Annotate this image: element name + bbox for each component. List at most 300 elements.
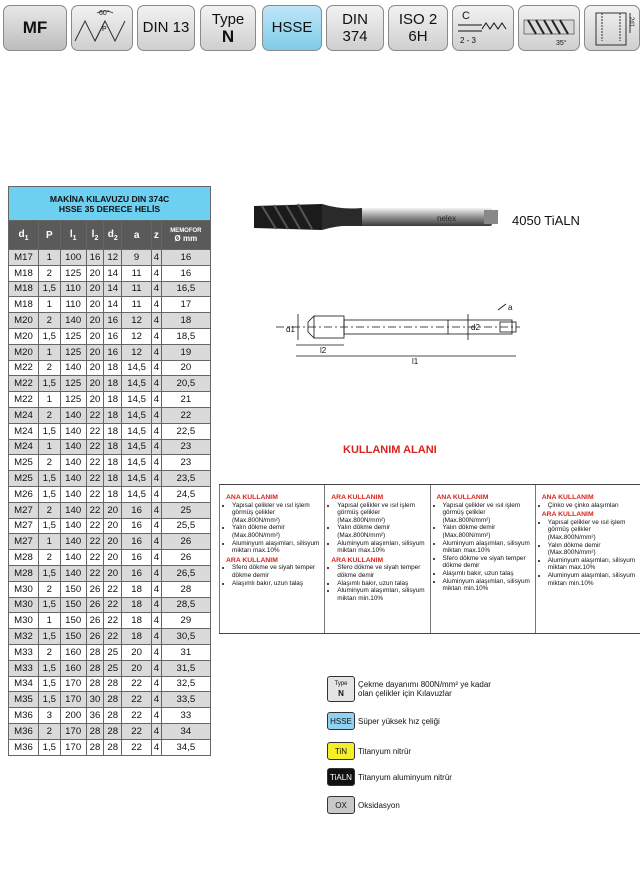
table-row [9, 581, 211, 597]
table-row [9, 376, 211, 392]
thread-profile-icon [73, 7, 131, 49]
table-cell: 25 [104, 644, 122, 660]
usage-item: • Aluminyum alaşımları, silisyum miktarı min.10% [337, 587, 425, 602]
column-header-label: d [18, 228, 25, 240]
table-row [9, 723, 211, 739]
table-cell: 4 [152, 392, 162, 408]
table-cell: 4 [152, 534, 162, 550]
table-cell: 150 [60, 581, 86, 597]
table-row [9, 297, 211, 313]
table-cell: 14,5 [122, 486, 152, 502]
usage-item: • Alaşımlı bakır, uzun talaş [443, 570, 531, 578]
table-cell: 28 [104, 708, 122, 724]
table-cell: 200 [60, 708, 86, 724]
table-cell: M17 [9, 250, 39, 266]
table-row [9, 534, 211, 550]
table-cell: M22 [9, 376, 39, 392]
table-cell: M24 [9, 407, 39, 423]
table-cell: 4 [152, 344, 162, 360]
table-cell: 16 [161, 265, 210, 281]
table-cell: 18,5 [161, 328, 210, 344]
table-row [9, 550, 211, 566]
usage-column [430, 485, 535, 633]
table-cell: 12 [122, 344, 152, 360]
column-header [38, 221, 60, 250]
table-row [9, 676, 211, 692]
table-cell: 1 [38, 534, 60, 550]
iso-line2: 6H [408, 28, 428, 45]
table-cell: M24 [9, 423, 39, 439]
usage-item: • Aluminyum alaşımları, silisyum miktarı min.10% [443, 578, 531, 593]
table-cell: 28 [86, 723, 104, 739]
usage-list [226, 502, 320, 555]
table-cell: 14 [104, 297, 122, 313]
usage-item: • Sfero dökme ve siyah temper dökme demir [443, 555, 531, 570]
table-cell: 22 [122, 723, 152, 739]
coating-label: 4050 TiALN [512, 213, 580, 228]
table-cell: 4 [152, 423, 162, 439]
table-cell: 20 [86, 328, 104, 344]
table-cell: 22 [122, 708, 152, 724]
column-header-subscript: 1 [72, 234, 77, 242]
table-cell: 4 [152, 629, 162, 645]
dim-d2: d2 [471, 323, 480, 332]
table-cell: 22 [86, 550, 104, 566]
usage-item: • Yapısal çelikler ve ısıl işlem görmüş çelikler (Max.800N/mm²) [443, 502, 531, 525]
legend-item [327, 676, 498, 702]
usage-item: • Aluminyum alaşımları, silisyum miktarı max.10% [232, 540, 320, 555]
column-header-subscript: 2 [94, 234, 99, 242]
table-cell: 20,5 [161, 376, 210, 392]
table-cell: 20 [86, 297, 104, 313]
table-cell: 1 [38, 344, 60, 360]
table-cell: 26 [86, 629, 104, 645]
chamfer-icon [454, 7, 512, 49]
dim-d1: d1 [286, 325, 295, 334]
table-cell: 18 [161, 313, 210, 329]
table-cell: 20 [122, 644, 152, 660]
drill-header-top: MEMOFOR [170, 228, 202, 234]
table-cell: 1,5 [38, 597, 60, 613]
table-cell: 24,5 [161, 486, 210, 502]
table-cell: 4 [152, 644, 162, 660]
table-cell: 22 [86, 439, 104, 455]
table-cell: 22 [86, 534, 104, 550]
table-cell: 125 [60, 265, 86, 281]
hsse-badge [262, 5, 322, 51]
table-cell: 16 [122, 550, 152, 566]
table-cell: 14,5 [122, 455, 152, 471]
table-cell: 4 [152, 407, 162, 423]
legend-swatch [327, 796, 355, 814]
table-cell: 28 [104, 739, 122, 755]
table-cell: 21 [161, 392, 210, 408]
table-cell: 23 [161, 455, 210, 471]
table-cell: M24 [9, 439, 39, 455]
table-cell: M25 [9, 471, 39, 487]
din13-label: DIN 13 [142, 19, 190, 36]
table-cell: M20 [9, 344, 39, 360]
column-header-label: l [69, 228, 73, 240]
legend-swatch-label: TiALN [330, 772, 352, 782]
table-cell: 19 [161, 344, 210, 360]
table-cell: 18 [122, 597, 152, 613]
table-cell: 1 [38, 392, 60, 408]
table-cell: 140 [60, 471, 86, 487]
iso-tolerance-badge [388, 5, 448, 51]
table-cell: 26 [161, 550, 210, 566]
table-cell: 18 [104, 455, 122, 471]
table-cell: 14,5 [122, 392, 152, 408]
table-cell: 22 [86, 455, 104, 471]
table-cell: 4 [152, 613, 162, 629]
table-cell: 16 [104, 313, 122, 329]
table-cell: 33,5 [161, 692, 210, 708]
table-cell: 32,5 [161, 676, 210, 692]
table-cell: 140 [60, 407, 86, 423]
din13-badge [137, 5, 195, 51]
table-cell: 25,5 [161, 518, 210, 534]
table-cell: 4 [152, 708, 162, 724]
column-header-label: l [91, 228, 95, 240]
table-row [9, 265, 211, 281]
table-cell: 125 [60, 328, 86, 344]
table-cell: 4 [152, 265, 162, 281]
column-header [9, 221, 39, 250]
table-cell: 1,5 [38, 565, 60, 581]
table-cell: 110 [60, 281, 86, 297]
legend-swatch-label: N [338, 689, 344, 698]
table-row [9, 360, 211, 376]
table-cell: M36 [9, 708, 39, 724]
column-header [122, 221, 152, 250]
column-header [104, 221, 122, 250]
table-cell: 22 [86, 565, 104, 581]
legend-swatch [327, 676, 355, 702]
usage-item: • Yalın dökme demir (Max.800N/mm²) [548, 542, 636, 557]
table-cell: 14,5 [122, 407, 152, 423]
table-row [9, 471, 211, 487]
table-cell: 22 [86, 518, 104, 534]
table-cell: 16 [122, 565, 152, 581]
usage-columns [219, 484, 640, 634]
table-cell: 20 [161, 360, 210, 376]
usage-heading: ARA KULLANIM [226, 556, 278, 564]
table-cell: 1,5 [38, 376, 60, 392]
table-cell: 9 [122, 250, 152, 266]
table-cell: 23,5 [161, 471, 210, 487]
table-cell: 1 [38, 297, 60, 313]
table-cell: 1,5 [38, 281, 60, 297]
table-cell: 2 [38, 550, 60, 566]
legend-item [327, 742, 411, 760]
table-cell: M30 [9, 597, 39, 613]
table-cell: 4 [152, 328, 162, 344]
table-cell: M28 [9, 550, 39, 566]
table-cell: 16,5 [161, 281, 210, 297]
table-cell: 110 [60, 297, 86, 313]
table-cell: 18 [122, 581, 152, 597]
usage-column [324, 485, 429, 633]
table-row [9, 613, 211, 629]
tool-brand-label: nelex [437, 214, 457, 223]
table-cell: 4 [152, 692, 162, 708]
table-cell: 2 [38, 265, 60, 281]
table-cell: 140 [60, 550, 86, 566]
table-cell: 20 [86, 392, 104, 408]
thread-depth-icon [586, 7, 638, 49]
table-cell: M27 [9, 502, 39, 518]
table-cell: 100 [60, 250, 86, 266]
spiral-flute-icon [520, 7, 578, 49]
table-cell: M33 [9, 660, 39, 676]
table-row [9, 518, 211, 534]
usage-item: • Yapısal çelikler ve ısıl işlem görmüş çelikler (Max.800N/mm²) [232, 502, 320, 525]
column-header [152, 221, 162, 250]
table-cell: 23 [161, 439, 210, 455]
table-cell: 20 [86, 265, 104, 281]
legend-text: Süper yüksek hız çeliği [358, 716, 440, 726]
usage-item: • Aluminyum alaşımları, silisyum miktarı max.10% [548, 557, 636, 572]
table-cell: M30 [9, 613, 39, 629]
table-cell: M33 [9, 644, 39, 660]
hsse-label: HSSE [271, 19, 313, 36]
table-cell: 1 [38, 250, 60, 266]
legend-item [327, 768, 452, 786]
table-cell: 20 [86, 344, 104, 360]
table-cell: 140 [60, 360, 86, 376]
table-cell: 4 [152, 486, 162, 502]
table-cell: 22 [122, 739, 152, 755]
table-cell: 16 [104, 344, 122, 360]
table-title-line2: HSSE 35 DERECE HELİS [58, 203, 161, 214]
table-cell: 2 [38, 644, 60, 660]
table-cell: M26 [9, 486, 39, 502]
table-row [9, 344, 211, 360]
table-cell: 4 [152, 281, 162, 297]
usage-item: • Yalın dökme demir (Max.800N/mm²) [443, 524, 531, 539]
table-cell: 29 [161, 613, 210, 629]
table-cell: 4 [152, 439, 162, 455]
table-cell: 28 [104, 723, 122, 739]
table-cell: M18 [9, 265, 39, 281]
column-header-label: P [45, 229, 53, 241]
thread-pitch-label: P [102, 26, 107, 33]
table-cell: 2 [38, 313, 60, 329]
table-cell: 16 [104, 328, 122, 344]
table-cell: 28 [104, 692, 122, 708]
table-cell: 150 [60, 597, 86, 613]
table-cell: 22 [86, 407, 104, 423]
table-cell: 170 [60, 723, 86, 739]
usage-item: • Aluminyum alaşımları, silisyum miktarı max.10% [443, 540, 531, 555]
table-cell: 28 [86, 660, 104, 676]
legend-text: Titanyum aluminyum nitrür [358, 772, 452, 782]
table-cell: 22 [104, 629, 122, 645]
table-cell: 20 [86, 281, 104, 297]
table-cell: 2 [38, 502, 60, 518]
usage-list [437, 502, 531, 593]
table-row [9, 692, 211, 708]
depth-label: 2d1 [628, 17, 634, 28]
table-row [9, 739, 211, 755]
table-cell: 26 [86, 597, 104, 613]
table-cell: 4 [152, 297, 162, 313]
table-cell: 125 [60, 344, 86, 360]
tap-dimension-drawing [272, 300, 524, 372]
legend-text: Çekme dayanımı 800N/mm² ye kadar olan çelikler için Kılavuzlar [358, 680, 491, 698]
table-cell: M32 [9, 629, 39, 645]
usage-item: • Aluminyum alaşımları, silisyum miktarı max.10% [337, 540, 425, 555]
column-header-subscript: 2 [113, 234, 118, 242]
table-cell: 170 [60, 676, 86, 692]
table-cell: 4 [152, 660, 162, 676]
table-row [9, 313, 211, 329]
table-cell: 16 [122, 518, 152, 534]
table-cell: M30 [9, 581, 39, 597]
table-cell: 1,5 [38, 660, 60, 676]
chamfer-range: 2 - 3 [460, 36, 477, 45]
table-cell: 4 [152, 518, 162, 534]
table-cell: M20 [9, 328, 39, 344]
table-cell: 18 [104, 360, 122, 376]
table-cell: 20 [86, 313, 104, 329]
table-cell: 26 [86, 613, 104, 629]
usage-column [535, 485, 640, 633]
table-cell: 22 [161, 407, 210, 423]
table-cell: 26 [86, 581, 104, 597]
table-cell: 1,5 [38, 471, 60, 487]
table-cell: 20 [104, 550, 122, 566]
table-cell: 30,5 [161, 629, 210, 645]
table-row [9, 392, 211, 408]
table-cell: 20 [86, 360, 104, 376]
table-cell: 3 [38, 708, 60, 724]
table-cell: M27 [9, 534, 39, 550]
mf-badge [3, 5, 67, 51]
usage-list [542, 519, 636, 587]
din374-badge [326, 5, 384, 51]
usage-list [331, 502, 425, 555]
usage-heading: ARA KULLANIM [541, 511, 594, 519]
table-cell: 12 [104, 250, 122, 266]
column-header-label: d [107, 228, 114, 240]
table-cell: 4 [152, 550, 162, 566]
table-cell: 30 [86, 692, 104, 708]
table-cell: 16 [86, 250, 104, 266]
table-cell: M35 [9, 692, 39, 708]
table-cell: 2 [38, 407, 60, 423]
table-cell: 170 [60, 739, 86, 755]
table-cell: 18 [122, 629, 152, 645]
depth-badge [584, 5, 640, 51]
table-cell: 22 [86, 471, 104, 487]
table-cell: 16 [122, 502, 152, 518]
table-row [9, 328, 211, 344]
table-title-line1: MAKİNA KILAVUZU DIN 374C [49, 193, 170, 204]
table-cell: 22 [104, 613, 122, 629]
table-cell: 20 [104, 518, 122, 534]
table-cell: 1,5 [38, 518, 60, 534]
table-cell: 18 [104, 439, 122, 455]
table-cell: M22 [9, 392, 39, 408]
table-cell: 12 [122, 313, 152, 329]
table-cell: 1 [38, 439, 60, 455]
table-row [9, 502, 211, 518]
table-cell: M20 [9, 313, 39, 329]
table-cell: 140 [60, 486, 86, 502]
table-cell: 18 [104, 392, 122, 408]
table-cell: 2 [38, 723, 60, 739]
table-cell: 22 [104, 581, 122, 597]
table-cell: 17 [161, 297, 210, 313]
table-cell: 28,5 [161, 597, 210, 613]
legend-swatch-label: TiN [334, 746, 348, 756]
table-cell: 1,5 [38, 676, 60, 692]
table-row [9, 629, 211, 645]
table-cell: M22 [9, 360, 39, 376]
helix-angle-label: 35° [556, 40, 567, 47]
table-cell: 11 [122, 265, 152, 281]
usage-item: • Yapısal çelikler ve ısıl işlem görmüş çelikler (Max.800N/mm²) [337, 502, 425, 525]
table-cell: 28 [86, 739, 104, 755]
legend-item [327, 796, 400, 814]
table-cell: 160 [60, 660, 86, 676]
usage-item: • Alaşımlı bakır, uzun talaş [337, 580, 425, 588]
table-column-header [9, 221, 211, 250]
table-cell: 22 [86, 486, 104, 502]
usage-heading: ANA KULLANIM [541, 494, 594, 501]
usage-item: • Yalın dökme demir (Max.800N/mm²) [337, 524, 425, 539]
table-cell: 4 [152, 250, 162, 266]
table-cell: 34,5 [161, 739, 210, 755]
table-cell: 18 [104, 423, 122, 439]
table-cell: 4 [152, 676, 162, 692]
thread-angle-label: 60° [99, 10, 110, 17]
table-cell: 22 [86, 502, 104, 518]
table-row [9, 660, 211, 676]
dim-l2: l2 [320, 346, 327, 355]
table-row [9, 439, 211, 455]
column-header-label: z [153, 229, 159, 241]
table-cell: M18 [9, 281, 39, 297]
table-cell: 4 [152, 376, 162, 392]
table-cell: 1 [38, 613, 60, 629]
table-cell: 11 [122, 281, 152, 297]
table-cell: 14,5 [122, 423, 152, 439]
table-cell: 22 [86, 423, 104, 439]
table-cell: 4 [152, 313, 162, 329]
dim-l1: l1 [412, 357, 419, 366]
table-cell: 1,5 [38, 486, 60, 502]
table-cell: 33 [161, 708, 210, 724]
legend-text: Titanyum nitrür [358, 746, 412, 756]
column-header [60, 221, 86, 250]
table-cell: 4 [152, 597, 162, 613]
table-cell: 2 [38, 360, 60, 376]
table-row [9, 407, 211, 423]
table-row [9, 597, 211, 613]
table-cell: 22 [122, 676, 152, 692]
table-cell: 16 [161, 250, 210, 266]
table-cell: M25 [9, 455, 39, 471]
helix-angle-badge [518, 5, 580, 51]
table-cell: 18 [122, 613, 152, 629]
table-cell: 18 [104, 376, 122, 392]
table-cell: 1,5 [38, 629, 60, 645]
table-cell: 1,5 [38, 739, 60, 755]
table-cell: 140 [60, 565, 86, 581]
